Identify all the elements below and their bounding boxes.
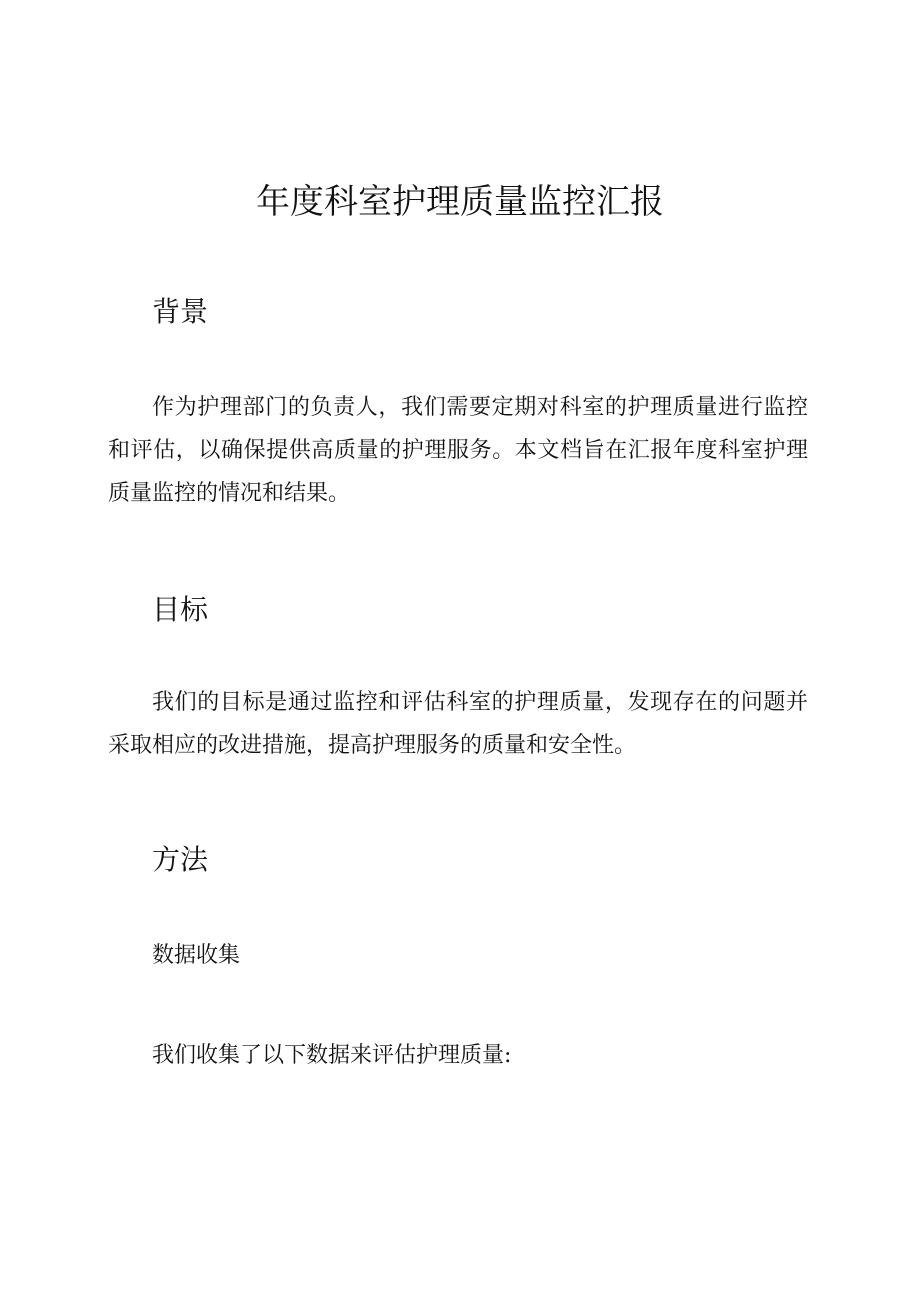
background-paragraph: 作为护理部门的负责人，我们需要定期对科室的护理质量进行监控和评估，以确保提供高质量的护理服务。本文档旨在汇报年度科室护理质量监控的情况和结果。	[108, 395, 808, 506]
document-title: 年度科室护理质量监控汇报	[256, 182, 664, 222]
goal-paragraph: 我们的目标是通过监控和评估科室的护理质量，发现存在的问题并采取相应的改进措施，提高护理服务的质量和安全性。	[108, 690, 808, 758]
section-heading-goal: 目标	[152, 593, 209, 626]
subsection-heading-data-collection: 数据收集	[152, 943, 241, 968]
section-heading-background: 背景	[152, 295, 209, 328]
section-heading-method: 方法	[152, 843, 209, 876]
data-collection-paragraph: 我们收集了以下数据来评估护理质量:	[152, 1043, 512, 1068]
